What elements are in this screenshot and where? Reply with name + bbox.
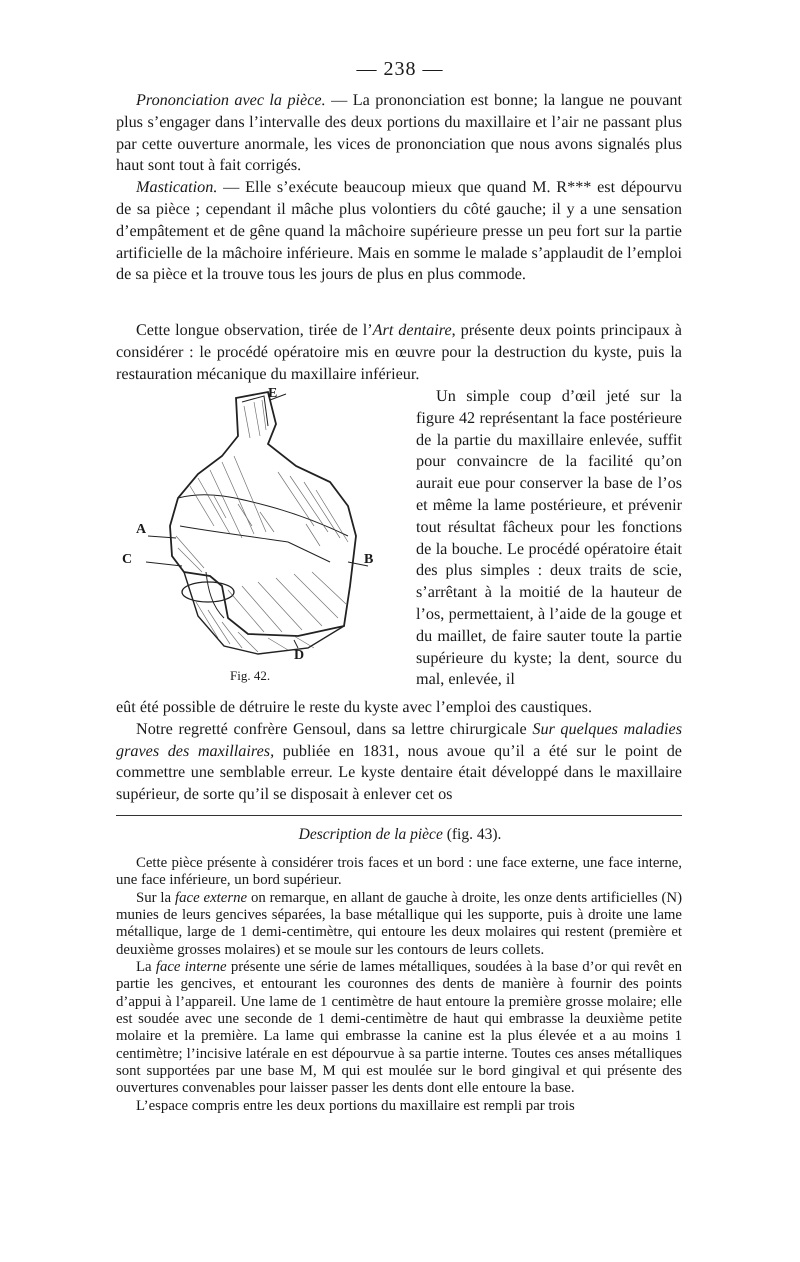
text-block-beside-figure <box>416 386 682 691</box>
figure-label-d: D <box>294 648 305 663</box>
figure-label-a: A <box>136 522 147 537</box>
description-paragraph <box>116 855 682 890</box>
term-face-interne: face interne <box>155 959 227 976</box>
description-paragraph-face-externe: Sur la face externe on remarque, en allant de gauche à droite, les onze dents artificielles (N) munies de leurs gencives séparées, la base métallique qui les supporte, puis à droite une lame métallique, large de 1 demi-centimètre, qui entoure les deux molaires qui restent (première et deuxième grosses molaires) et se moule sur les contours de leurs collets. <box>116 889 682 958</box>
text-block-gensoul <box>116 697 682 806</box>
text-block-top <box>116 90 682 286</box>
paragraph-text: eût été possible de détruire le reste du kyste avec l’emploi des caustiques. <box>116 698 593 716</box>
figure-caption: Fig. 42. <box>230 668 271 683</box>
paragraph-text: Notre regretté confrère Gensoul, dans sa lettre chirurgicale <box>136 719 533 738</box>
paragraph-text: — Elle s’exécute beaucoup mieux que quand M. R*** est dépourvu de sa pièce ; cependant il mâche plus volontiers du côté gauche; il y a une sensation d’empâtement et de gêne quand la mâchoire supérieure presse un peu fort sur la partie artificielle de la mâchoire inférieure. Mais en somme le malade s’applaudit de l’emploi de sa pièce et la trouve tous les jours de plus en plus commode. <box>116 178 682 284</box>
description-paragraph-espace <box>116 1098 682 1115</box>
paragraph-text: Cette pièce présente à considérer trois faces et un bord : une face externe, une face interne, une face inférieure, un bord supérieur. <box>116 855 682 889</box>
description-title: Description de la pièce (fig. 43). <box>298 826 502 843</box>
description-text <box>116 855 682 1115</box>
text-block-observation <box>116 320 682 385</box>
description-paragraph-face-interne: La face interne présente une série de lames métalliques, soudées à la base d’or qui revêt en partie les gencives, et entourant les couronnes des dents de manière à fournir des points d’appui à l’appareil. Une lame de 1 centimètre de haut entoure la première grosse molaire; elle est soudée avec une seconde de 1 demi-centimètre de haut qui embrasse la deuxième petite molaire et la première. La lame qui embrasse la canine est la plus élevée et a au moins 1 centimètre; l’incisive latérale en est dépourvue à sa partie interne. Toutes ces anses métalliques sont supportées par une base M, M qui est moulée sur le bord gingival et qui présente des ouvertures convenables pour laisser passer les dents dont elle entoure la base. <box>116 959 683 1097</box>
figure-label-e: E <box>268 386 278 401</box>
paragraph-prononciation <box>116 90 682 177</box>
paragraph-mastication <box>116 177 682 286</box>
horizontal-rule <box>116 815 682 816</box>
section-label: Prononciation avec la pièce. <box>136 91 326 109</box>
section-label: Mastication. <box>136 178 218 197</box>
term-face-externe: face externe <box>175 889 248 906</box>
paragraph-gensoul <box>116 719 682 806</box>
paragraph-text: Un simple coup d’œil jeté sur la figure 42 représentant la face postérieure de la partie du maxillaire enlevée, suffit pour convaincre de la facilité qu’on aurait eue pour conserver la base de l’os et même la lame postérieure, et prévenir tout résultat fâcheux pour les fonctions de la bouche. Le procédé opératoire était des plus simples : deux traits de scie, s’arrêtant à la moitié de la hauteur de l’os, permettaient, à l’aide de la gouge et du maillet, de faire sauter toute la partie supérieure du kyste; la dent, source du mal, enlevée, il <box>416 387 682 689</box>
figure-42 <box>118 386 408 686</box>
jaw-bone-illustration <box>118 386 408 686</box>
figure-label-c: C <box>122 552 133 567</box>
paragraph-observation <box>116 320 682 385</box>
paragraph-figure-discussion <box>416 386 682 691</box>
figure-label-b: B <box>364 552 374 567</box>
paragraph-text: , présente deux points principaux à considérer : le procédé opératoire mis en œuvre pour la destruction du kyste, puis la restauration mécanique du maxillaire inférieur. <box>116 321 682 383</box>
paragraph-continuation <box>116 697 682 719</box>
paragraph-text: publiée en 1831, nous avoue qu’il a été sur le point de commettre une semblable erreur. Le kyste dentaire était développé dans le maxillaire supérieur, de sorte qu’il se disposait à enlever cet os <box>116 741 682 804</box>
letter-title: Sur quelques maladies graves des maxillaires, <box>116 719 683 760</box>
page-number: — 238 — <box>356 58 444 80</box>
journal-title: Art dentaire <box>372 321 452 339</box>
paragraph-text: L’espace compris entre les deux portions du maxillaire est rempli par trois <box>136 1097 575 1114</box>
paragraph-text: — La prononciation est bonne; la langue ne pouvant plus s’engager dans l’intervalle des deux portions du maxillaire et l’air ne passant plus par cette ouverture anormale, les vices de prononciation que nous avons signalés plus haut sont tout à fait corrigés. <box>116 91 683 175</box>
paragraph-text: Cette longue observation, tirée de l’ <box>136 321 373 339</box>
